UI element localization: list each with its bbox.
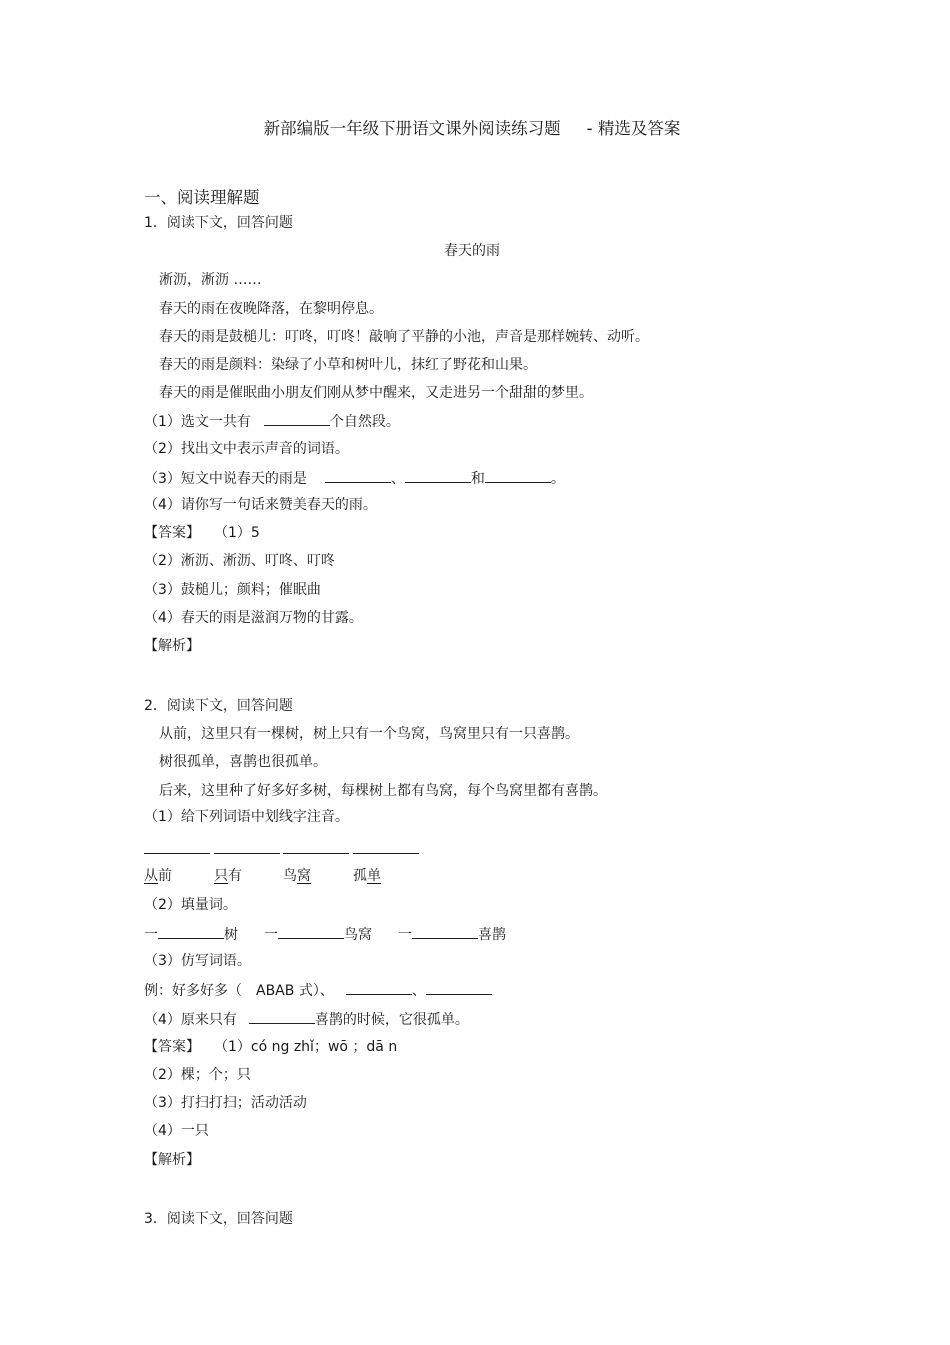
answer-label: 【答案】 <box>144 1039 200 1055</box>
measure-text: 鸟窝 <box>344 927 372 943</box>
q2-prompt: 2．阅读下文，回答问题 <box>144 698 293 714</box>
answer-blank[interactable] <box>158 924 224 939</box>
analysis-label: 【解析】 <box>144 1152 200 1168</box>
underlined-char: 从 <box>144 868 158 884</box>
q1-sub1-text: （1）选文一共有 <box>144 414 251 430</box>
q1-sub4: （4）请你写一句话来赞美春天的雨。 <box>144 497 377 513</box>
q1-answer <box>144 524 260 542</box>
answer-item: （1）có ng zhǐ；wō ；dā n <box>214 1039 398 1055</box>
answer-blank[interactable] <box>405 468 471 483</box>
answer-item: （1）5 <box>214 525 260 541</box>
answer-blank[interactable] <box>249 1009 315 1024</box>
title-main: 新部编版一年级下册语文课外阅读练习题 <box>263 119 561 138</box>
q2-paragraph: 后来，这里种了好多好多树，每棵树上都有鸟窝，每个鸟窝里都有喜鹊。 <box>159 783 607 799</box>
answer-blank[interactable] <box>485 468 551 483</box>
q1-paragraph: 春天的雨在夜晚降落，在黎明停息。 <box>159 301 383 317</box>
q2-paragraph: 树很孤单，喜鹊也很孤单。 <box>159 754 327 770</box>
word-item <box>214 867 242 885</box>
measure-text: 一 <box>144 927 158 943</box>
example-sep: 、 <box>411 983 426 999</box>
q2-example <box>144 980 492 1000</box>
answer-item: （2）淅沥、淅沥、叮咚、叮咚 <box>144 553 335 569</box>
answer-blank[interactable] <box>278 924 344 939</box>
q2-measure-line <box>144 924 506 944</box>
title-suffix: - 精选及答案 <box>586 119 681 138</box>
page-title <box>0 120 944 138</box>
underlined-char: 窝 <box>297 868 311 884</box>
q2-sub3: （3）仿写词语。 <box>144 953 251 969</box>
word-item <box>283 867 311 885</box>
word-item <box>353 867 381 885</box>
measure-text: 喜鹊 <box>478 927 506 943</box>
answer-item: （4）春天的雨是滋润万物的甘露。 <box>144 610 363 626</box>
answer-item: （2）棵；个；只 <box>144 1067 251 1083</box>
q2-answer <box>144 1038 397 1056</box>
q1-paragraph: 春天的雨是催眠曲小朋友们刚从梦中醒来，又走进另一个甜甜的梦里。 <box>159 385 593 401</box>
analysis-label: 【解析】 <box>144 638 200 654</box>
q1-sub2: （2）找出文中表示声音的词语。 <box>144 441 349 457</box>
q1-poem-title: 春天的雨 <box>444 243 500 259</box>
q2-paragraph: 从前，这里只有一棵树，树上只有一个鸟窝，鸟窝里只有一只喜鹊。 <box>159 726 579 742</box>
q2-sub1: （1）给下列词语中划线字注音。 <box>144 809 349 825</box>
q3-prompt: 3．阅读下文，回答问题 <box>144 1211 293 1227</box>
underlined-char: 只 <box>214 868 228 884</box>
answer-blank[interactable] <box>264 411 330 426</box>
q2-sub4 <box>144 1009 469 1029</box>
word-item <box>144 867 172 885</box>
word-pre: 鸟 <box>283 868 297 884</box>
measure-text: 一 <box>264 927 278 943</box>
section-heading: 一、阅读理解题 <box>144 188 260 207</box>
q1-paragraph: 春天的雨是鼓槌儿：叮咚，叮咚！敲响了平静的小池，声音是那样婉转、动听。 <box>159 329 649 345</box>
q1-sub3-text: （3）短文中说春天的雨是 <box>144 471 307 487</box>
q2-sub2: （2）填量词。 <box>144 897 237 913</box>
answer-item: （3）鼓槌儿；颜料；催眠曲 <box>144 582 321 598</box>
underlined-char: 单 <box>367 868 381 884</box>
answer-item: （4）一只 <box>144 1123 209 1139</box>
example-text: ABAB 式）、 <box>256 983 334 999</box>
q2-sub4-text: （4）原来只有 <box>144 1012 237 1028</box>
pinyin-blank[interactable] <box>214 853 280 854</box>
answer-blank[interactable] <box>346 980 412 995</box>
q1-prompt: 1．阅读下文，回答问题 <box>144 215 293 231</box>
q1-sub1 <box>144 411 400 431</box>
q1-paragraph: 春天的雨是颜料：染绿了小草和树叶儿，抹红了野花和山果。 <box>159 357 537 373</box>
measure-text: 树 <box>224 927 238 943</box>
q1-sub3-end: 。 <box>550 471 565 487</box>
word-rest: 有 <box>228 868 242 884</box>
answer-item: （3）打扫打扫；活动活动 <box>144 1095 307 1111</box>
answer-label: 【答案】 <box>144 525 200 541</box>
word-rest: 前 <box>158 868 172 884</box>
pinyin-blank[interactable] <box>353 853 419 854</box>
q2-sub4-text-end: 喜鹊的时候，它很孤单。 <box>314 1012 469 1028</box>
example-text: 例：好多好多（ <box>144 983 242 999</box>
q1-sub3-sep: 、 <box>390 471 405 487</box>
q1-paragraph: 淅沥，淅沥 …… <box>159 272 262 288</box>
measure-text: 一 <box>398 927 412 943</box>
q1-sub3 <box>144 468 565 488</box>
word-pre: 孤 <box>353 868 367 884</box>
pinyin-blank[interactable] <box>283 853 349 854</box>
answer-blank[interactable] <box>426 980 492 995</box>
q1-sub1-text-end: 个自然段。 <box>329 414 400 430</box>
answer-blank[interactable] <box>412 924 478 939</box>
answer-blank[interactable] <box>325 468 391 483</box>
pinyin-blank[interactable] <box>144 853 210 854</box>
q1-sub3-sep: 和 <box>470 471 485 487</box>
